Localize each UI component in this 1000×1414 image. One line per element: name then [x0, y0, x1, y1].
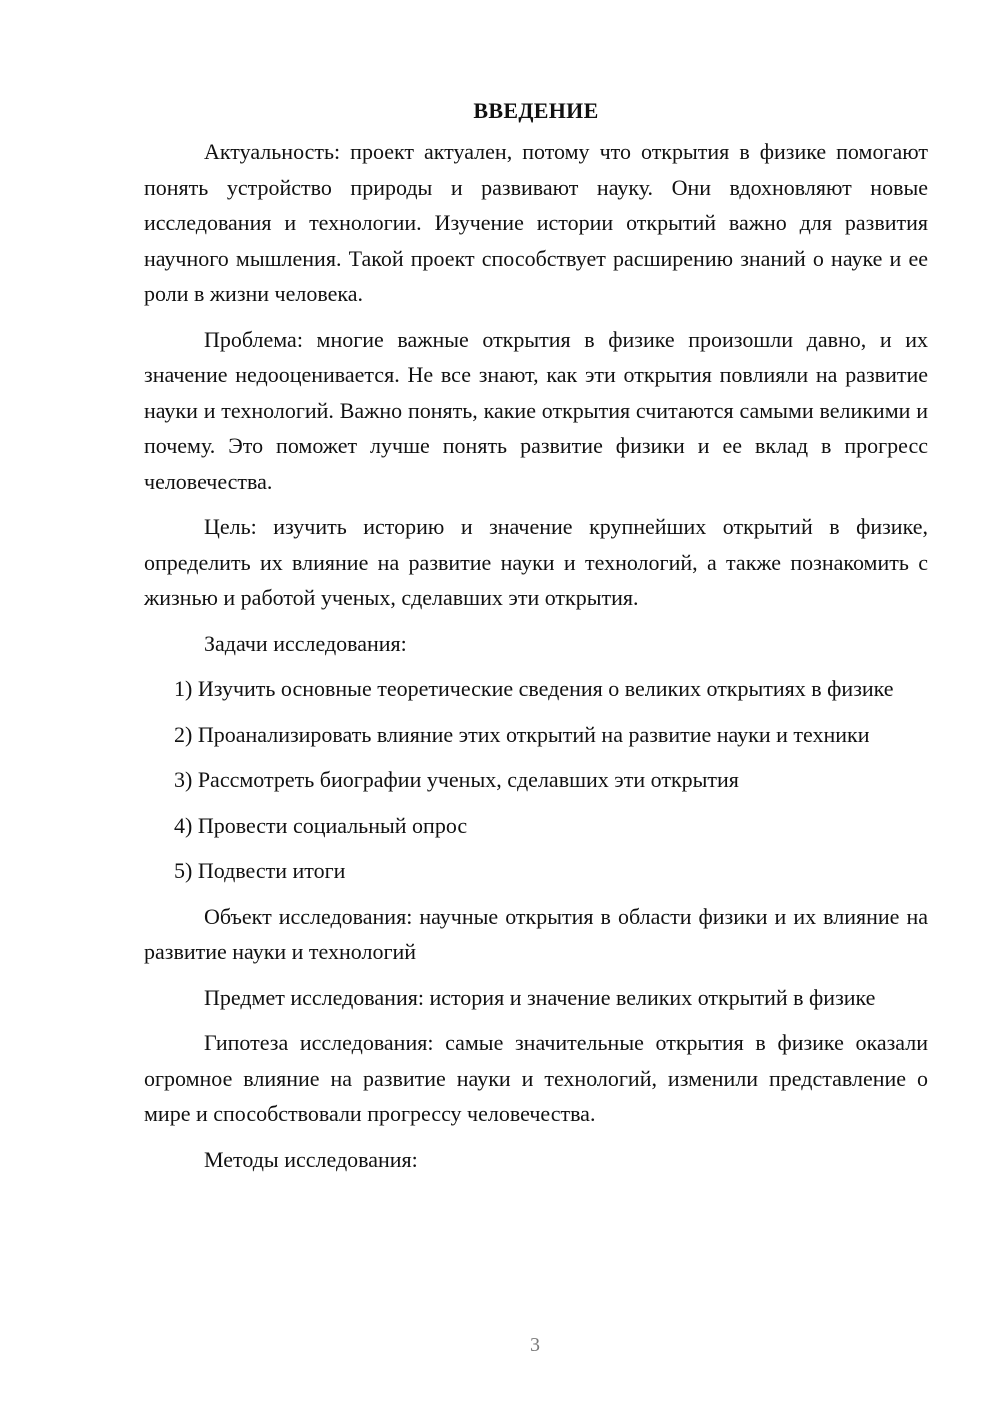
page-number: 3 [530, 1334, 540, 1356]
task-item-3: 3) Рассмотреть биографии ученых, сделавших эти открытия [174, 767, 739, 792]
paragraph-object: Объект исследования: научные открытия в области физики и их влияние на развитие науки и технологий [144, 903, 928, 964]
paragraph-hypothesis: Гипотеза исследования: самые значительные открытия в физике оказали огромное влияние на развитие науки и технологий, изменили представление о мире и способствовали прогрессу человечества. [144, 1030, 928, 1126]
paragraph-goal: Цель: изучить историю и значение крупнейших открытий в физике, определить их влияние на развитие науки и технологий, а также познакомить с жизнью и работой ученых, сделавших эти открытия. [144, 514, 928, 610]
task-item-2: 2) Проанализировать влияние этих открытий на развитие науки и техники [174, 721, 870, 747]
paragraph-methods: Методы исследования: [204, 1146, 418, 1172]
document-page [144, 96, 928, 1187]
paragraph-subject: Предмет исследования: история и значение великих открытий в физике [204, 984, 876, 1010]
task-item-1: 1) Изучить основные теоретические сведения о великих открытиях в физике [174, 676, 894, 701]
task-item-4: 4) Провести социальный опрос [174, 812, 468, 838]
paragraph-tasks-heading: Задачи исследования: [204, 630, 407, 656]
paragraph-relevance: Актуальность: проект актуален, потому что открытия в физике помогают понять устройство природы и развивают науку. Они вдохновляют новые исследования и технологии. Изучение истории открытий важно для развития научного мышления. Такой проект способствует расширению знаний о науке и ее роли в жизни человека. [144, 139, 928, 306]
page-title: ВВЕДЕНИЕ [473, 98, 599, 123]
task-item-5: 5) Подвести итоги [174, 858, 346, 883]
paragraph-problem: Проблема: многие важные открытия в физике произошли давно, и их значение недооценивается. Не все знают, как эти открытия повлияли на развитие науки и технологий. Важно понять, какие открытия считаются самыми великими и почему. Это поможет лучше понять развитие физики и ее вклад в прогресс человечества. [144, 326, 928, 494]
